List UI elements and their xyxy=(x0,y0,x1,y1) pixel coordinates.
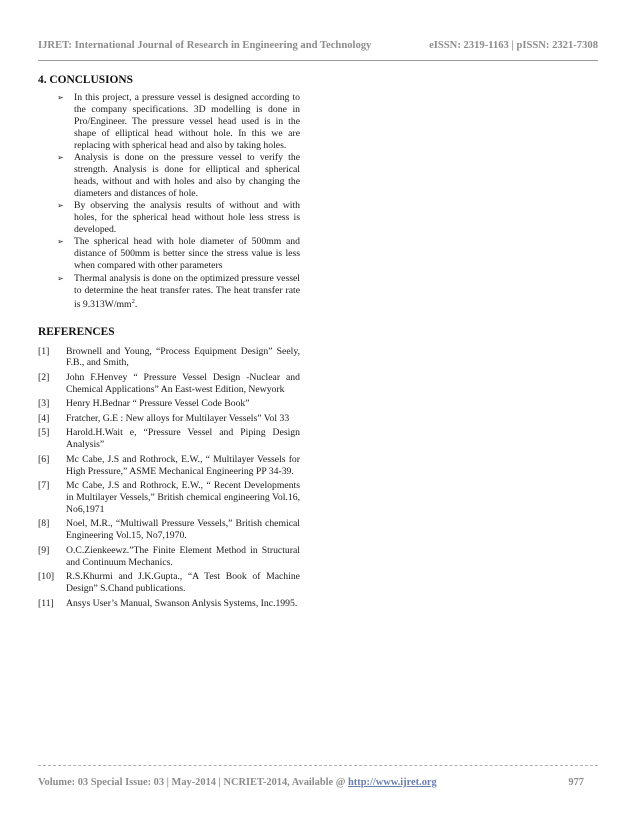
list-item xyxy=(38,200,300,236)
reference-number: [10] xyxy=(38,571,55,583)
reference-number: [9] xyxy=(38,544,50,556)
reference-item xyxy=(38,480,300,516)
conclusion-text: In this project, a pressure vessel is designed according to the company specifications. 3D modelling is done in Pro/Engineer. The pressure vessel head used is in the shape of elliptical head without hole. In this we are replacing with spherical head and also by taking holes. xyxy=(74,92,300,151)
reference-item xyxy=(38,427,300,451)
reference-text: Fratcher, G.E : New alloys for Multilayer Vessels” Vol 33 xyxy=(66,412,290,424)
reference-number: [5] xyxy=(38,427,50,439)
references-heading: REFERENCES xyxy=(38,325,115,338)
reference-number: [7] xyxy=(38,480,50,492)
volume-text: Volume: 03 Special Issue: 03 | May-2014 | NCRIET-2014, Available @ xyxy=(38,777,349,788)
reference-item xyxy=(38,413,300,425)
list-item xyxy=(38,92,300,152)
header-divider xyxy=(38,60,598,61)
reference-text: R.S.Khurmi and J.K.Gupta., “A Test Book of Machine Design” S.Chand publications. xyxy=(66,571,300,595)
reference-item xyxy=(38,372,300,396)
issn-text: eISSN: 2319-1163 | pISSN: 2321-7308 xyxy=(429,40,598,51)
list-item xyxy=(38,152,300,200)
reference-item xyxy=(38,398,300,410)
sentence-end: . xyxy=(134,299,138,311)
conclusions-heading: 4. CONCLUSIONS xyxy=(38,74,133,86)
page-number: 977 xyxy=(568,777,584,788)
reference-text: Harold.H.Wait e, “Pressure Vessel and Piping Design Analysis” xyxy=(66,427,300,451)
reference-number: [1] xyxy=(38,345,50,357)
conclusion-text: Thermal analysis is done on the optimized pressure vessel to determine the heat transfer rates. The heat transfer rate is 9.313W/mm xyxy=(74,272,300,311)
conclusion-text: By observing the analysis results of without and with holes, for the spherical head without hole less stress is developed. xyxy=(74,200,300,235)
list-item xyxy=(38,273,300,312)
page-header xyxy=(38,40,598,51)
journal-title: IJRET: International Journal of Research in Engineering and Technology xyxy=(38,40,372,51)
superscript: 2 xyxy=(131,298,135,306)
arrow-bullet-icon: ➢ xyxy=(57,93,64,102)
reference-item xyxy=(38,518,300,542)
footer-divider xyxy=(38,765,598,766)
references-list xyxy=(38,346,300,610)
arrow-bullet-icon: ➢ xyxy=(57,273,64,283)
reference-text: Brownell and Young, “Process Equipment Design” Seely, F.B., and Smith, xyxy=(66,345,300,369)
reference-text: Noel, M.R., “Multiwall Pressure Vessels,” British chemical Engineering Vol.15, No7,1970. xyxy=(66,518,300,542)
reference-item xyxy=(38,545,300,569)
reference-item xyxy=(38,454,300,478)
conclusion-text: The spherical head with hole diameter of 500mm and distance of 500mm is better since the stress value is less when compared with other parameters xyxy=(74,236,300,272)
arrow-bullet-icon: ➢ xyxy=(57,201,64,211)
list-item xyxy=(38,236,300,272)
reference-number: [2] xyxy=(38,371,50,383)
reference-number: [4] xyxy=(38,412,50,424)
reference-number: [3] xyxy=(38,398,50,410)
reference-text: O.C.Zienkeewz.”The Finite Element Method in Structural and Continuum Mechanics. xyxy=(66,544,300,568)
arrow-bullet-icon: ➢ xyxy=(57,237,64,247)
reference-item xyxy=(38,571,300,595)
arrow-bullet-icon: ➢ xyxy=(57,153,64,163)
page-footer xyxy=(38,777,584,788)
reference-number: [11] xyxy=(38,597,54,609)
reference-number: [8] xyxy=(38,518,50,530)
reference-text: Ansys User’s Manual, Swanson Anlysis Systems, Inc.1995. xyxy=(66,597,298,609)
reference-item xyxy=(38,598,300,610)
reference-number: [6] xyxy=(38,453,50,465)
footer-volume xyxy=(38,777,437,788)
conclusion-text: Analysis is done on the pressure vessel to verify the strength. Analysis is done for elliptical and spherical heads, without and with holes and also by changing the diameters and distances of hole. xyxy=(74,152,300,199)
reference-text: Mc Cabe, J.S and Rothrock, E.W., “ Recent Developments in Multilayer Vessels,” British chemical engineering Vol.16, No6,1971 xyxy=(66,480,300,515)
journal-link[interactable]: http://www.ijret.org xyxy=(348,777,437,788)
reference-text: John F.Henvey “ Pressure Vessel Design -Nuclear and Chemical Applications” An East-west Edition, Newyork xyxy=(66,371,300,395)
conclusions-list xyxy=(38,92,300,312)
reference-text: Mc Cabe, J.S and Rothrock, E.W., “ Multilayer Vessels for High Pressure,” ASME Mechanical Engineering PP 34-39. xyxy=(66,453,300,477)
left-column xyxy=(38,74,300,612)
reference-item xyxy=(38,346,300,370)
reference-text: Henry H.Bednar “ Pressure Vessel Code Book” xyxy=(66,398,250,410)
